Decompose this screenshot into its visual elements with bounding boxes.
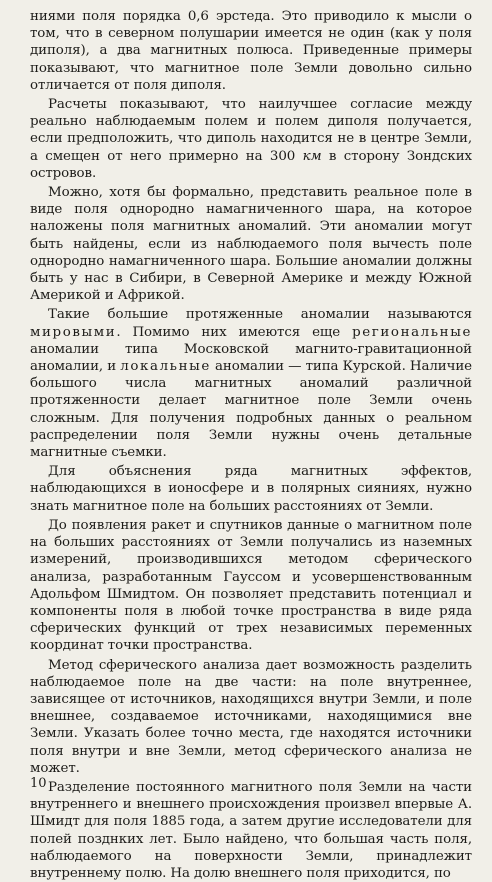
paragraph (30, 184, 472, 304)
text-run: Метод сферического анализа дает возможность разделить наблюдаемое поле на две части: на поле внутреннее, зависящее от источников, находящихся внутри Земли, и поле внешнее, создаваемое источниками, находящимися вне Земли. Указать более точно места, где находятся источники поля внутри и вне Земли, метод сферического анализа не может. (30, 657, 472, 776)
paragraph (30, 517, 472, 655)
text-run: ниями поля порядка 0,6 эрстеда. Это приводило к мысли о том, что в северном полушарии имеется не один (как у поля диполя), а два магнитных полюса. Приведенные примеры показывают, что магнитное поле Земли довольно сильно отличается от поля диполя. (30, 9, 472, 93)
paragraph (30, 8, 472, 94)
spaced-term: мировыми (30, 324, 117, 340)
text-run: . Помимо них имеются еще (116, 324, 353, 340)
unit-text: км (302, 148, 322, 164)
spaced-term: локальные (120, 359, 211, 375)
text-run: Для объяснения ряда магнитных эффектов, наблюдающихся в ионосфере и в полярных сияниях, нужно знать магнитное поле на больших расстояниях от Земли. (30, 464, 472, 514)
text-run: аномалии — типа Курской. Наличие большого числа магнитных аномалий различной протяженности делает магнитное поле Земли очень сложным. Для получения подробных данных о реальном распределении поля Земли нужны очень детальные магнитные съемки. (30, 359, 472, 461)
paragraph (30, 657, 472, 777)
text-run: До появления ракет и спутников данные о магнитном поле на больших расстояниях от Земли получались из наземных измерений, производившихся методом сферического анализа, разработанным Гауссом и усовершенствованным Адольфом Шмидтом. Он позволяет представить потенциал и компоненты поля в любой точке пространства в виде ряда сферических функций от трех независимых переменных координат точки пространства. (30, 517, 472, 654)
text-run: Разделение постоянного магнитного поля Земли на части внутреннего и внешнего происхождения произвел впервые А. Шмидт для поля 1885 года, а затем другие исследователи для полей позднких лет. Было найдено, что большая часть поля, наблюдаемого на поверхности Земли, принадлежит внутреннему полю. На долю внешнего поля приходится, по (30, 779, 472, 881)
paragraph (30, 96, 472, 182)
page-number: 10 (30, 776, 47, 791)
body-text (30, 8, 472, 882)
text-run: в сторону Зондских островов. (30, 148, 472, 181)
paragraph (30, 463, 472, 515)
text-run: Такие большие протяженные аномалии называются (48, 307, 472, 323)
text-run: Можно, хотя бы формально, представить реальное поле в виде поля однородно намагниченного шара, на которое наложены поля магнитных аномалий. Эти аномалии могут быть найдены, если из наблюдаемого поля вычесть поле однородно намагниченного шара. Большие аномалии должны быть у нас в Сибири, в Северной Америке и между Южной Америкой и Африкой. (30, 185, 472, 304)
paragraph (30, 779, 472, 882)
paragraph (30, 306, 472, 461)
text-run: аномалии типа Московской магнито-гравитационной аномалии, и (30, 341, 472, 375)
spaced-term: региональные (352, 324, 472, 340)
text-run: Расчеты показывают, что наилучшее согласие между реально наблюдаемым полем и полем диполя получается, если предположить, что диполь находится не в центре Земли, а смещен от него примерно на 300 (30, 97, 472, 164)
